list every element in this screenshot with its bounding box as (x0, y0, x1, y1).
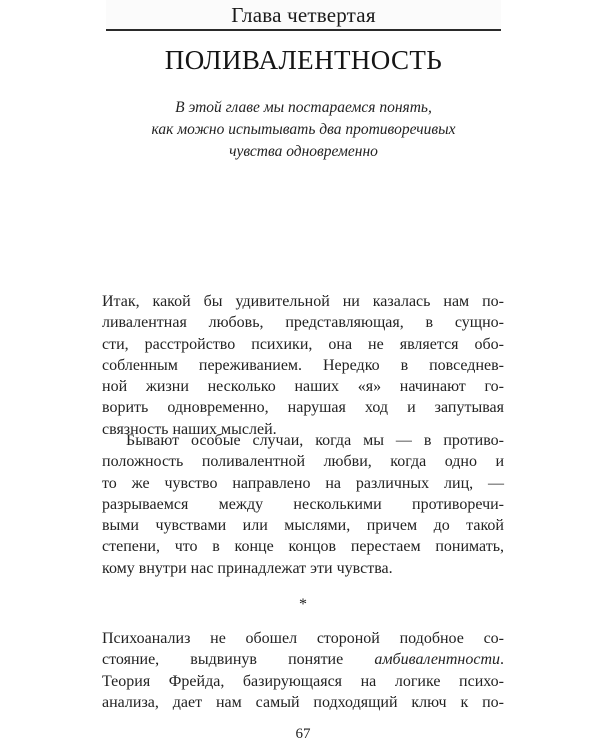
text-line: ливалентная любовь, представляющая, в сущно- (102, 314, 504, 332)
text-line (102, 649, 504, 670)
text-line: выми чувствами или мыслями, причем до такой (102, 517, 504, 535)
text-fragment: стояние, выдвинув понятие (102, 651, 375, 669)
epigraph-line: как можно испытывать два противоречивых (151, 121, 456, 138)
text-line: то же чувство направлено на различных лиц, — (102, 474, 504, 492)
text-line: сти, расстройство психики, она не является обо- (102, 335, 504, 353)
text-line: ной жизни несколько наших «я» начинают го- (102, 378, 504, 396)
paragraph-3 (102, 628, 504, 713)
paragraph-1 (102, 291, 504, 440)
section-break-asterisk: * (299, 596, 307, 613)
text-line: Психоанализ не обошел стороной подобное со- (102, 630, 504, 647)
chapter-label: Глава четвертая (231, 3, 376, 27)
page-number: 67 (295, 726, 311, 742)
text-line: Бывают особые случаи, когда мы — в противо- (126, 432, 504, 449)
text-line: Итак, какой бы удивительной ни казалась нам по- (102, 293, 504, 310)
text-line: степени, что в конце концов перестаем понимать, (102, 538, 504, 556)
text-line: положность поливалентной любви, когда одно и (102, 453, 504, 471)
epigraph-line: чувства одновременно (229, 143, 378, 160)
paragraph-2 (102, 430, 504, 579)
emphasized-term: амбивалентности (374, 651, 500, 669)
text-line: связность наших мыслей. (102, 420, 277, 438)
text-line: анализа, дает нам самый подходящий ключ к по- (102, 693, 504, 711)
text-fragment: . (500, 651, 504, 669)
chapter-title: ПОЛИВАЛЕНТНОСТЬ (164, 45, 443, 75)
text-line: кому внутри нас принадлежат эти чувства. (102, 559, 393, 577)
text-line: Теория Фрейда, базирующаяся на логике психо- (102, 672, 504, 690)
epigraph (106, 97, 501, 163)
epigraph-line: В этой главе мы постараемся понять, (175, 99, 432, 116)
chapter-header (106, 0, 501, 31)
text-line: разрываемся между несколькими противоречи- (102, 495, 504, 513)
text-line: собленным переживанием. Нередко в повседнев- (102, 356, 504, 374)
text-line: ворить одновременно, нарушая ход и запутывая (102, 399, 504, 417)
